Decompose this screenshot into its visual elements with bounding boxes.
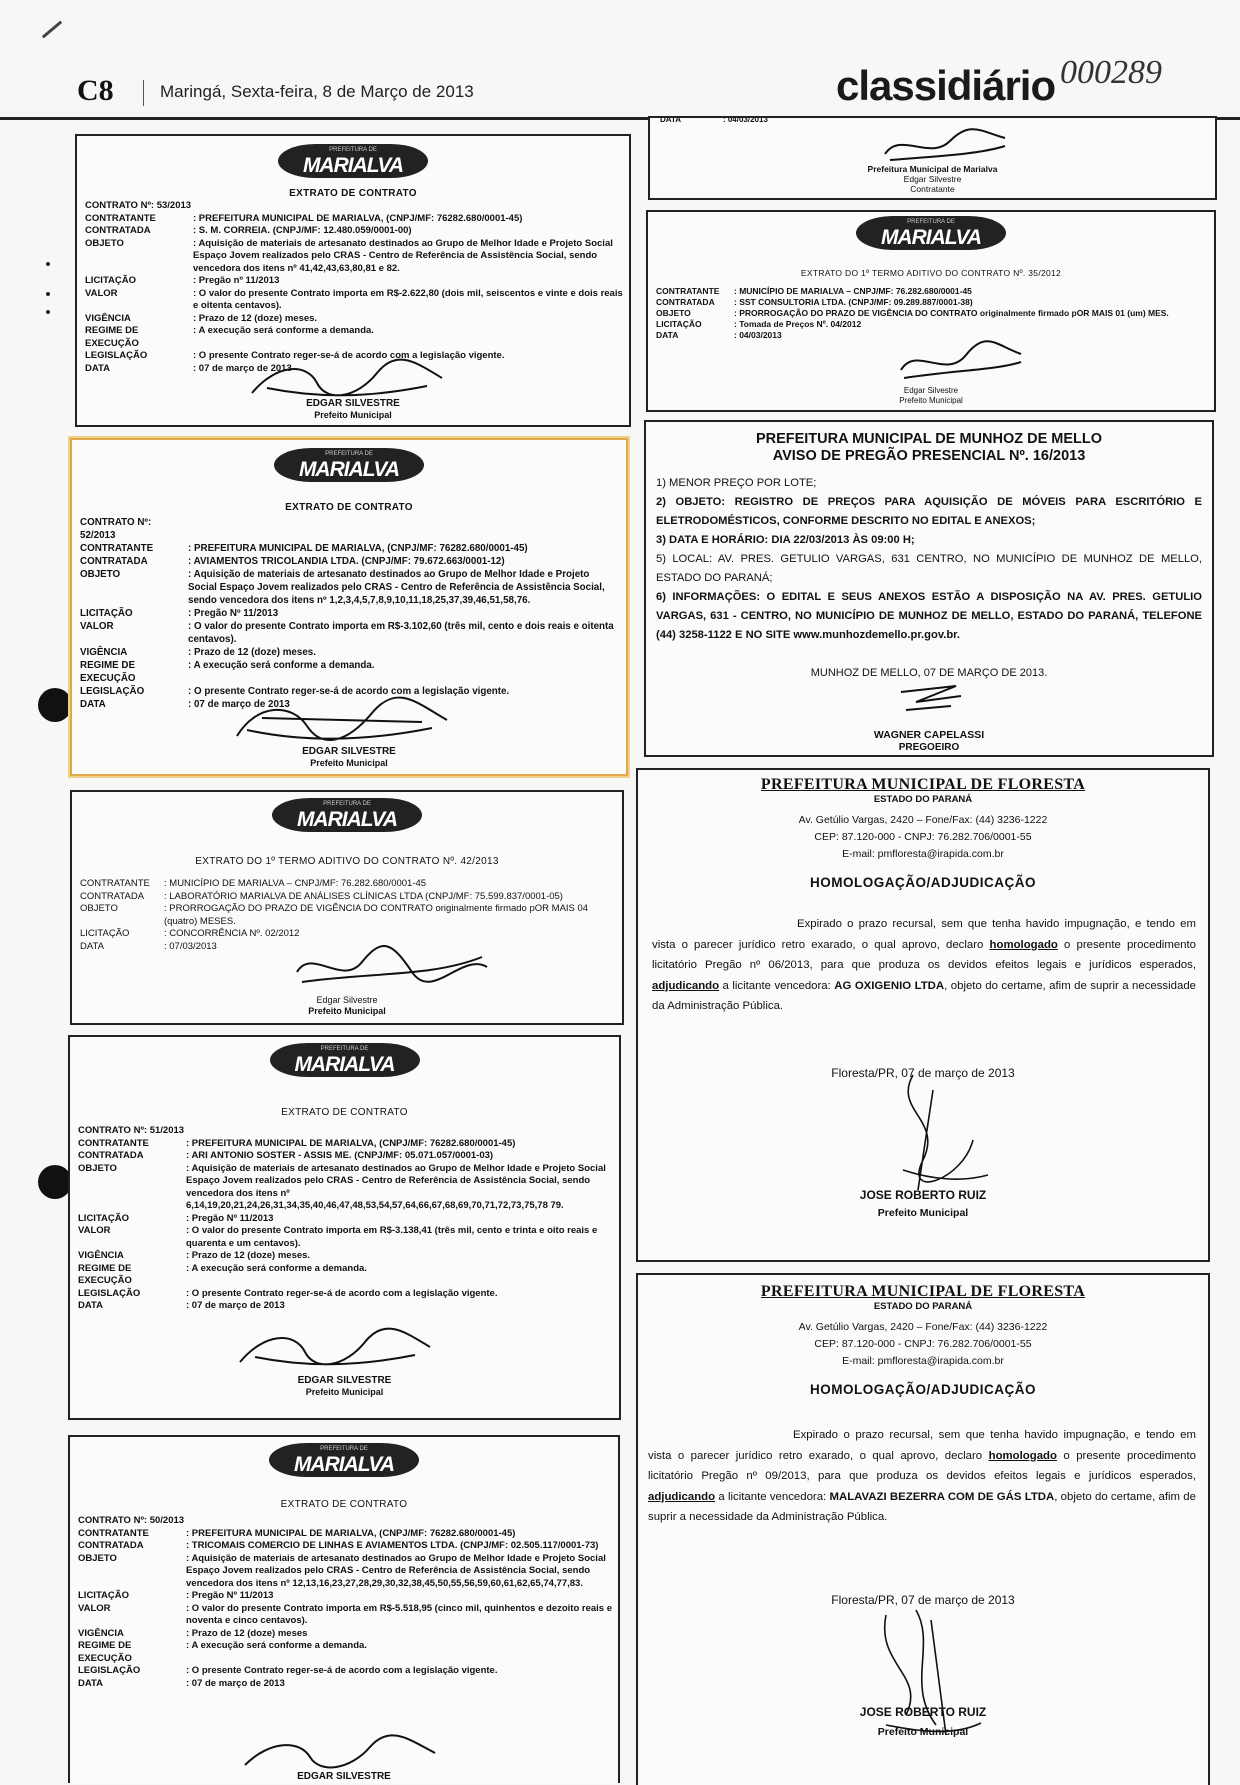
state-label: ESTADO DO PARANÁ bbox=[873, 1301, 973, 1312]
marialva-logo: PREFEITURA DE MARIALVA bbox=[274, 448, 424, 482]
section-heading: HOMOLOGAÇÃO/ADJUDICAÇÃO bbox=[810, 875, 1036, 890]
section-heading: HOMOLOGAÇÃO/ADJUDICAÇÃO bbox=[810, 1382, 1036, 1397]
notice-title: EXTRATO DE CONTRATO bbox=[285, 502, 413, 513]
signature-scribble bbox=[880, 126, 1010, 166]
notice-floresta-06 bbox=[636, 768, 1210, 1262]
signer-title: Prefeito Municipal bbox=[899, 396, 963, 405]
header-divider bbox=[143, 80, 144, 106]
notice-title: EXTRATO DO 1º TERMO ADITIVO DO CONTRATO Nº. 35/2012 bbox=[800, 268, 1062, 278]
notice-contract-50 bbox=[68, 1435, 620, 1783]
newspaper-brand: classidiário bbox=[836, 62, 1056, 109]
page-number: C8 bbox=[77, 74, 114, 107]
notice-fields: CONTRATO Nº: 52/2013 CONTRATANTE : PREFEITURA MUNICIPAL DE MARIALVA, (CNPJ/MF: 76282.680/0001-45) CONTRATADA : AVIAMENTOS TRICOLANDIA LTDA. (CNPJ/MF: 79.672.663/0001-12) OBJETO : Aquisição de materiais de artesanato destinados ao Grupo de Melhor Idade e Projeto Social Espaço Jovem realizados pelo CRAS - Centro de Referência de Assistência Social, sendo vencedora dos itens nº 1,2,3,4,5,7,8,9,10,11,18,25,37,39,46,51,58,76. LICITAÇÃO : Pregão Nº 11/2013 VALOR : O valor do presente Contrato importa em R$-3.102,60 (três mil, cento e dois reais e oitenta centavos). VIGÊNCIA : Prazo de 12 (doze) meses. REGIME DE EXECUÇÃO : A execução será conforme a demanda. LEGISLAÇÃO : O presente Contrato reger-se-á de acordo com a legislação vigente. DATA : 07 de março de 2013 bbox=[80, 517, 614, 710]
signer-title: Prefeito Municipal bbox=[877, 1726, 969, 1738]
notice-fields: CONTRATO Nº: 51/2013 CONTRATANTE : PREFEITURA MUNICIPAL DE MARIALVA, (CNPJ/MF: 76282.680/0001-45) CONTRATADA : ARI ANTONIO SOSTER - ASSIS ME. (CNPJ/MF: 05.071.057/0001-03) OBJETO : Aquisição de materiais de artesanato destinados ao Grupo de Melhor Idade e Projeto Social Espaço Jovem realizados pelo CRAS - Centro de Referência de Assistência Social, sendo vencedora dos itens nº 6,14,19,20,21,24,26,31,34,35,40,46,47,48,53,54,57,64,66,67,68,69,70,71,72,73,75,78 79. LICITAÇÃO : Pregão Nº 11/2013 VALOR : O valor do presente Contrato importa em R$-3.138,41 (três mil, cento e trinta e oito reais e quarenta e um centavos). VIGÊNCIA : Prazo de 12 (doze) meses. REGIME DE EXECUÇÃO : A execução será conforme a demanda. LEGISLAÇÃO : O presente Contrato reger-se-á de acordo com a legislação vigente. DATA : 07 de março de 2013 bbox=[78, 1125, 606, 1311]
signer-name: Edgar Silvestre bbox=[903, 386, 959, 395]
place-date: Floresta/PR, 07 de março de 2013 bbox=[831, 1066, 1015, 1080]
speck bbox=[46, 292, 50, 296]
page-stamp: 000289 bbox=[1060, 54, 1162, 91]
signature-scribble bbox=[292, 942, 492, 992]
notice-contract-51 bbox=[68, 1035, 621, 1420]
notice-title: EXTRATO DO 1º TERMO ADITIVO DO CONTRATO Nº. 42/2013 bbox=[195, 856, 499, 867]
signer-name: EDGAR SILVESTRE bbox=[297, 1771, 391, 1782]
notice-body: Expirado o prazo recursal, sem que tenha havido impugnação, e tendo em vista o parecer jurídico retro exarado, o qual aprovo, declaro homologado o presente procedimento licitatório Pregão nº 06/2013, para que produza os devidos efeitos legais e jurídicos esperados, adjudicando a licitante vencedora: AG OXIGENIO LTDA, objeto do certame, afim de suprir a necessidade da Administração Pública. bbox=[652, 918, 1196, 1012]
notice-title: EXTRATO DE CONTRATO bbox=[281, 1107, 408, 1118]
signature-scribble bbox=[240, 1735, 440, 1775]
page-date: Maringá, Sexta-feira, 8 de Março de 2013 bbox=[160, 82, 474, 101]
signature-scribble bbox=[873, 1070, 993, 1200]
notice-aditivo-35 bbox=[646, 210, 1216, 412]
signer-line: Edgar Silvestre bbox=[903, 174, 962, 184]
notice-partial-top bbox=[648, 116, 1217, 200]
speck bbox=[46, 310, 50, 314]
signer-line: Contratante bbox=[910, 184, 955, 194]
notice-subtitle: AVISO DE PREGÃO PRESENCIAL Nº. 16/2013 bbox=[772, 448, 1086, 464]
marialva-logo: PREFEITURA DE MARIALVA bbox=[270, 1043, 420, 1077]
notice-fields: CONTRATO Nº: 53/2013 CONTRATANTE : PREFEITURA MUNICIPAL DE MARIALVA, (CNPJ/MF: 76282.680/0001-45) CONTRATADA : S. M. CORREIA. (CNPJ/MF: 12.480.059/0001-00) OBJETO : Aquisição de materiais de artesanato destinados ao Grupo de Melhor Idade e Projeto Social Espaço Jovem realizados pelo CRAS - Centro de Referência de Assistência Social, sendo vencedora dos itens nº 41,42,43,63,80,81 e 82. LICITAÇÃO : Pregão nº 11/2013 VALOR : O valor do presente Contrato importa em R$-2.622,80 (dois mil, seiscentos e vinte e dois reais e oitenta centavos). VIGÊNCIA : Prazo de 12 (doze) meses. REGIME DE EXECUÇÃO : A execução será conforme a demanda. LEGISLAÇÃO : O presente Contrato reger-se-á de acordo com a legislação vigente. DATA : 07 de março de 2013 bbox=[85, 200, 623, 374]
signer-line: Prefeitura Municipal de Marialva bbox=[867, 164, 998, 174]
notice-fields: CONTRATANTE : MUNICÍPIO DE MARIALVA – CNPJ/MF: 76.282.680/0001-45 CONTRATADA : SST CONSULTORIA LTDA. (CNPJ/MF: 09.289.887/0001-38) OBJETO : PRORROGAÇÃO DO PRAZO DE VIGÊNCIA DO CONTRATO originalmente firmado pOR MAIS 01 (um) MES. LICITAÇÃO : Tomada de Preços Nº. 04/2012 DATA : 04/03/2013 bbox=[656, 286, 1169, 340]
signer-name: EDGAR SILVESTRE bbox=[306, 398, 400, 409]
signer-name: EDGAR SILVESTRE bbox=[302, 746, 396, 757]
notice-contract-53 bbox=[75, 134, 631, 427]
signature-scribble bbox=[896, 340, 1026, 384]
notice-title: EXTRATO DE CONTRATO bbox=[289, 188, 417, 199]
signer-name: WAGNER CAPELASSI bbox=[873, 729, 985, 741]
place-date: MUNHOZ DE MELLO, 07 DE MARÇO DE 2013. bbox=[810, 667, 1048, 679]
signer-title: Prefeito Municipal bbox=[308, 1006, 386, 1016]
address-line: Av. Getúlio Vargas, 2420 – Fone/Fax: (44) 3236-1222 bbox=[798, 1321, 1048, 1333]
marialva-logo: PREFEITURA DE MARIALVA bbox=[272, 798, 422, 832]
signer-name: JOSE ROBERTO RUIZ bbox=[859, 1188, 987, 1202]
signer-name: Edgar Silvestre bbox=[316, 995, 378, 1005]
signer-title: Prefeito Municipal bbox=[314, 410, 392, 420]
address-line: Av. Getúlio Vargas, 2420 – Fone/Fax: (44) 3236-1222 bbox=[798, 814, 1048, 826]
marialva-logo: PREFEITURA DE MARIALVA bbox=[856, 216, 1006, 250]
notice-body: Expirado o prazo recursal, sem que tenha havido impugnação, e tendo em vista o parecer jurídico retro exarado, o qual aprovo, declaro homologado o presente procedimento licitatório Pregão nº 09/2013, para que produza os devidos efeitos legais e jurídicos esperados, adjudicando a licitante vencedora: MALAVAZI BEZERRA COM DE GÁS LTDA, objeto do certame, afim de suprir a necessidade da Administração Pública. bbox=[648, 1429, 1196, 1523]
pencil-mark bbox=[42, 21, 62, 39]
email-line: E-mail: pmfloresta@irapida.com.br bbox=[842, 848, 1004, 860]
field-value: : 04/03/2013 bbox=[722, 116, 768, 124]
marialva-logo: PREFEITURA DE MARIALVA bbox=[278, 144, 428, 178]
notice-contract-52 bbox=[70, 438, 628, 776]
notice-fields: CONTRATANTE : MUNICÍPIO DE MARIALVA – CNPJ/MF: 76.282.680/0001-45 CONTRATADA : LABORATÓRIO MARIALVA DE ANÁLISES CLÍNICAS LTDA (CNPJ/MF: 75.599.837/0001-05) OBJETO : PRORROGAÇÃO DO PRAZO DE VIGÊNCIA DO CONTRATO originalmente firmado pOR MAIS 04 (quatro) MESES. LICITAÇÃO : CONCORRÊNCIA Nº. 02/2012 DATA : 07/03/2013 bbox=[80, 878, 589, 952]
notice-munhoz bbox=[644, 420, 1214, 757]
speck bbox=[46, 262, 50, 266]
cep-line: CEP: 87.120-000 - CNPJ: 76.282.706/0001-55 bbox=[814, 1338, 1032, 1350]
punch-hole-bottom bbox=[38, 1165, 72, 1199]
signer-title: Prefeito Municipal bbox=[877, 1207, 969, 1219]
cep-line: CEP: 87.120-000 - CNPJ: 76.282.706/0001-55 bbox=[814, 831, 1032, 843]
signer-title: Prefeito Municipal bbox=[305, 1387, 384, 1397]
notice-title: EXTRATO DE CONTRATO bbox=[280, 1499, 408, 1510]
signature-scribble bbox=[235, 1327, 435, 1377]
signature-scribble bbox=[232, 698, 452, 750]
notice-title: PREFEITURA MUNICIPAL DE FLORESTA bbox=[760, 1283, 1086, 1300]
notice-title: PREFEITURA MUNICIPAL DE MUNHOZ DE MELLO bbox=[755, 431, 1103, 447]
notice-aditivo-42 bbox=[70, 790, 624, 1025]
marialva-logo: PREFEITURA DE MARIALVA bbox=[269, 1443, 419, 1477]
signer-title: Prefeito Municipal bbox=[310, 758, 388, 768]
punch-hole-top bbox=[38, 688, 72, 722]
email-line: E-mail: pmfloresta@irapida.com.br bbox=[842, 1355, 1004, 1367]
signer-title: PREGOEIRO bbox=[898, 742, 960, 753]
signer-name: EDGAR SILVESTRE bbox=[297, 1375, 392, 1386]
notice-body: 1) MENOR PREÇO POR LOTE; 2) OBJETO: REGISTRO DE PREÇOS PARA AQUISIÇÃO DE MÓVEIS PARA ESCRITÓRIO E ELETRODOMÉSTICOS, CONFORME DESCRITO NO EDITAL E ANEXOS; 3) DATA E HORÁRIO: DIA 22/03/2013 ÀS 09:00 H; 5) LOCAL: AV. PRES. GETULIO VARGAS, 631 CENTRO, NO MUNICÍPIO DE MUNHOZ DE MELLO, ESTADO DO PARANÁ; 6) INFORMAÇÕES: O EDITAL E SEUS ANEXOS ESTÃO A DISPOSIÇÃO NA AV. PRES. GETULIO VARGAS, 631 - CENTRO, NO MUNICÍPIO DE MUNHOZ DE MELLO, ESTADO DO PARANÁ, TELEFONE (44) 3258-1122 E NO SITE www.munhozdemello.pr.gov.br. bbox=[656, 477, 1202, 641]
place-date: Floresta/PR, 07 de março de 2013 bbox=[831, 1593, 1015, 1607]
signer-name: JOSE ROBERTO RUIZ bbox=[859, 1705, 987, 1719]
notice-floresta-09 bbox=[636, 1273, 1210, 1785]
signature-scribble bbox=[896, 684, 966, 718]
state-label: ESTADO DO PARANÁ bbox=[873, 794, 973, 805]
field-label: DATA bbox=[660, 116, 681, 124]
notice-title: PREFEITURA MUNICIPAL DE FLORESTA bbox=[760, 776, 1086, 793]
notice-fields: CONTRATO Nº: 50/2013 CONTRATANTE : PREFEITURA MUNICIPAL DE MARIALVA, (CNPJ/MF: 76282.680/0001-45) CONTRATADA : TRICOMAIS COMERCIO DE LINHAS E AVIAMENTOS LTDA. (CNPJ/MF: 02.505.117/0001-73) OBJETO : Aquisição de materiais de artesanato destinados ao Grupo de Melhor Idade e Projeto Social Espaço Jovem realizados pelo CRAS - Centro de Referência de Assistência Social, sendo vencedora dos itens nº 12,13,16,23,27,28,29,30,32,38,45,50,55,56,59,60,61,62,65,74,77,83. LICITAÇÃO : Pregão Nº 11/2013 VALOR : O valor do presente Contrato importa em R$-5.518,95 (cinco mil, quinhentos e dezoito reais e noventa e cinco centavos). VIGÊNCIA : Prazo de 12 (doze) meses REGIME DE EXECUÇÃO : A execução será conforme a demanda. LEGISLAÇÃO : O presente Contrato reger-se-á de acordo com a legislação vigente. DATA : 07 de março de 2013 bbox=[78, 1515, 613, 1689]
signature-scribble bbox=[866, 1605, 986, 1745]
